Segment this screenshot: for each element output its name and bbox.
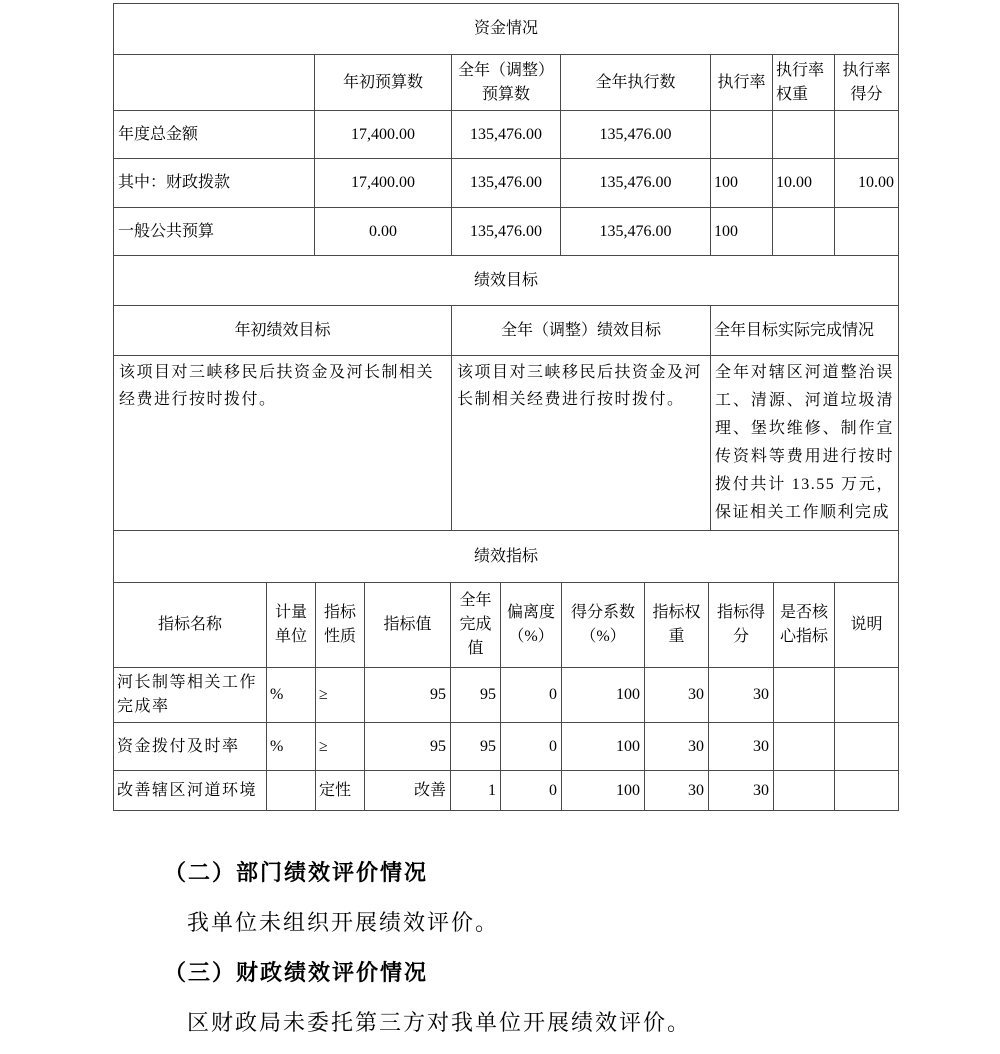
indicator-completed: 95	[451, 668, 501, 723]
goals-header-adjusted: 全年（调整）绩效目标	[452, 306, 711, 356]
ind-header-target: 指标值	[365, 583, 451, 668]
funding-cell-adjusted: 135,476.00	[452, 159, 561, 208]
indicator-unit	[267, 771, 316, 811]
indicator-core	[774, 668, 835, 723]
funding-row-fiscal	[114, 159, 899, 208]
indicator-note	[835, 723, 899, 771]
indicator-unit: %	[267, 668, 316, 723]
goal-initial-text: 该项目对三峡移民后扶资金及河长制相关经费进行按时拨付。	[114, 356, 452, 531]
indicator-note	[835, 668, 899, 723]
funding-header-blank	[114, 55, 315, 111]
indicator-weight: 30	[645, 771, 709, 811]
indicators-title-row	[114, 531, 899, 583]
indicator-nature: ≥	[316, 723, 365, 771]
funding-cell-initial: 17,400.00	[315, 159, 452, 208]
indicator-coefficient: 100	[562, 668, 645, 723]
funding-row-label: 其中：财政拨款	[114, 159, 315, 208]
funding-title-row	[114, 4, 899, 55]
indicator-name: 资金拨付及时率	[114, 723, 267, 771]
goal-actual-completion-text: 全年对辖区河道整治误工、清源、河道垃圾清理、堡坎维修、制作宣传资料等费用进行按时拨付共计 13.55 万元，保证相关工作顺利完成	[711, 356, 899, 531]
goals-header-row	[114, 306, 899, 356]
indicator-unit: %	[267, 723, 316, 771]
funding-cell-rate: 100	[711, 159, 773, 208]
indicator-deviation: 0	[501, 771, 562, 811]
indicator-target: 改善	[365, 771, 451, 811]
indicator-core	[774, 771, 835, 811]
indicator-row	[114, 723, 899, 771]
indicator-nature: 定性	[316, 771, 365, 811]
goals-header-actual: 全年目标实际完成情况	[711, 306, 899, 356]
indicator-score: 30	[709, 771, 774, 811]
indicators-header-row	[114, 583, 899, 668]
ind-header-completed: 全年完成值	[451, 583, 501, 668]
funding-header-initial-budget: 年初预算数	[315, 55, 452, 111]
funding-cell-executed: 135,476.00	[561, 159, 711, 208]
funding-cell-weight: 10.00	[773, 159, 835, 208]
indicator-target: 95	[365, 668, 451, 723]
ind-header-deviation: 偏离度（%）	[501, 583, 562, 668]
funding-cell-executed: 135,476.00	[561, 208, 711, 256]
funding-cell-weight	[773, 208, 835, 256]
indicator-row	[114, 771, 899, 811]
funding-header-rate-score: 执行率得分	[835, 55, 899, 111]
indicators-section-title: 绩效指标	[114, 531, 899, 583]
ind-header-coefficient: 得分系数（%）	[562, 583, 645, 668]
indicator-name: 改善辖区河道环境	[114, 771, 267, 811]
section-body-3: 区财政局未委托第三方对我单位开展绩效评价。	[187, 1010, 692, 1035]
funding-cell-initial: 17,400.00	[315, 111, 452, 159]
indicator-core	[774, 723, 835, 771]
indicator-score: 30	[709, 723, 774, 771]
indicators-table	[113, 530, 899, 811]
section-heading-2: （二）部门绩效评价情况	[164, 860, 429, 885]
funding-row-total	[114, 111, 899, 159]
indicator-coefficient: 100	[562, 771, 645, 811]
indicator-coefficient: 100	[562, 723, 645, 771]
section-body-2: 我单位未组织开展绩效评价。	[187, 910, 500, 935]
funding-cell-rate	[711, 111, 773, 159]
section-heading-3: （三）财政绩效评价情况	[164, 960, 429, 985]
indicator-score: 30	[709, 668, 774, 723]
goal-adjusted-text: 该项目对三峡移民后扶资金及河长制相关经费进行按时拨付。	[452, 356, 711, 531]
funding-header-adjusted-budget: 全年（调整）预算数	[452, 55, 561, 111]
goals-content-row	[114, 356, 899, 531]
indicator-nature: ≥	[316, 668, 365, 723]
ind-header-unit: 计量单位	[267, 583, 316, 668]
funding-section-title: 资金情况	[114, 4, 899, 55]
funding-cell-weight	[773, 111, 835, 159]
funding-cell-score: 10.00	[835, 159, 899, 208]
funding-row-label: 一般公共预算	[114, 208, 315, 256]
funding-cell-initial: 0.00	[315, 208, 452, 256]
ind-header-core: 是否核心指标	[774, 583, 835, 668]
ind-header-note: 说明	[835, 583, 899, 668]
funding-cell-executed: 135,476.00	[561, 111, 711, 159]
funding-cell-rate: 100	[711, 208, 773, 256]
report-tables	[113, 3, 898, 811]
funding-row-public-budget	[114, 208, 899, 256]
ind-header-name: 指标名称	[114, 583, 267, 668]
funding-header-executed: 全年执行数	[561, 55, 711, 111]
indicator-note	[835, 771, 899, 811]
indicator-weight: 30	[645, 723, 709, 771]
funding-cell-score	[835, 208, 899, 256]
funding-table	[113, 3, 899, 256]
indicator-weight: 30	[645, 668, 709, 723]
indicator-completed: 1	[451, 771, 501, 811]
indicator-deviation: 0	[501, 723, 562, 771]
ind-header-score: 指标得分	[709, 583, 774, 668]
goals-title-row	[114, 256, 899, 306]
indicator-row	[114, 668, 899, 723]
indicator-name: 河长制等相关工作完成率	[114, 668, 267, 723]
funding-row-label: 年度总金额	[114, 111, 315, 159]
indicator-deviation: 0	[501, 668, 562, 723]
ind-header-nature: 指标性质	[316, 583, 365, 668]
goals-table	[113, 255, 899, 531]
funding-cell-adjusted: 135,476.00	[452, 111, 561, 159]
funding-cell-score	[835, 111, 899, 159]
indicator-completed: 95	[451, 723, 501, 771]
ind-header-weight: 指标权重	[645, 583, 709, 668]
goals-header-initial: 年初绩效目标	[114, 306, 452, 356]
funding-header-exec-rate: 执行率	[711, 55, 773, 111]
funding-header-row	[114, 55, 899, 111]
indicator-target: 95	[365, 723, 451, 771]
funding-cell-adjusted: 135,476.00	[452, 208, 561, 256]
funding-header-rate-weight: 执行率权重	[773, 55, 835, 111]
goals-section-title: 绩效目标	[114, 256, 899, 306]
